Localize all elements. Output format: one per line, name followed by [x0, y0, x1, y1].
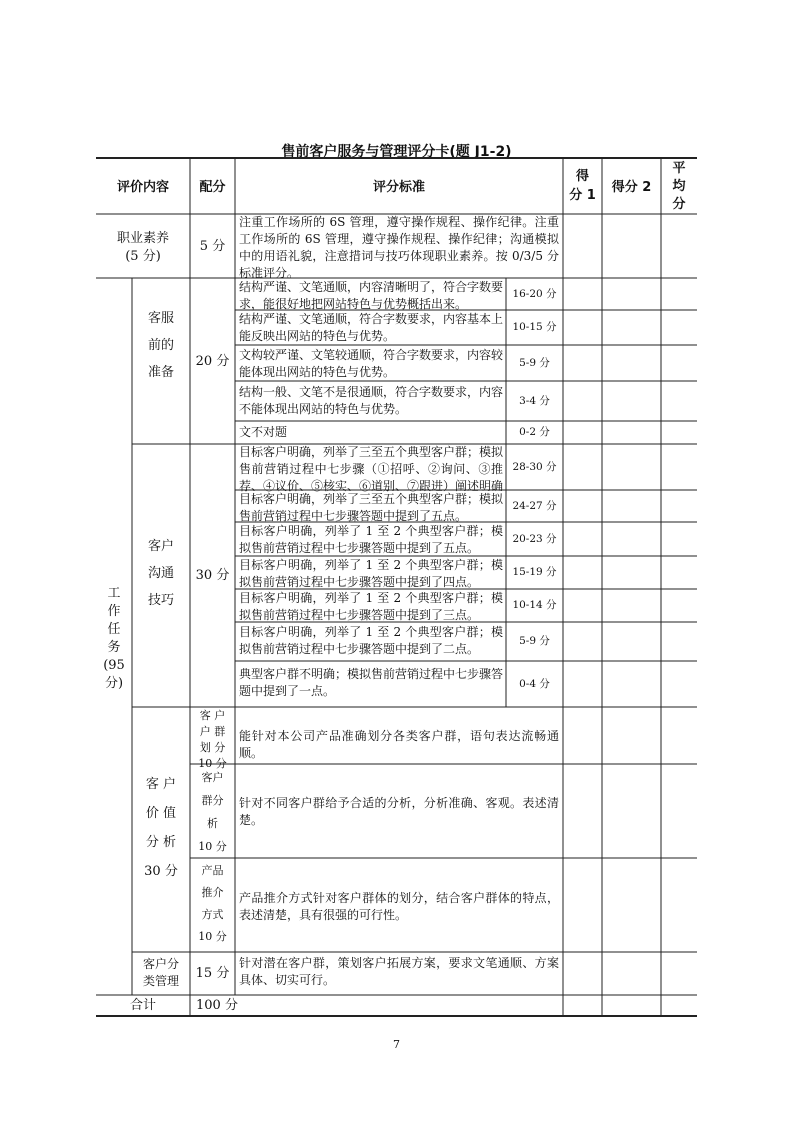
value-sub2-criteria: 针对不同客户群给予合适的分析，分析准确、客观。表述清楚。: [239, 796, 559, 827]
work-tasks-label: 工 作 任 务 (95 分): [103, 586, 125, 691]
value-sub1-criteria: 能针对本公司产品准确划分各类客户群，语句表达流畅通顺。: [239, 729, 559, 760]
comm-criteria-5: 目标客户明确，列举了 1 至 2 个典型客户群；模拟售前营销过程中七步骤答题中提到了三点。: [239, 591, 503, 622]
comm-points: 30 分: [195, 568, 230, 583]
value-sub3-label: 产品 推介 方式 10 分: [198, 864, 227, 943]
header-content: 评价内容: [116, 179, 169, 195]
total-label: 合计: [129, 998, 156, 1013]
comm-criteria-1: 目标客户明确，列举了三至五个典型客户群；模拟售前营销过程中七步骤（①招呼、②询问、③推荐、④议价、⑤核实、⑥道别、⑦跟进）阐述明确: [239, 445, 504, 493]
presale-label: 客服 前的 准备: [147, 311, 174, 380]
professional-criteria: 注重工作场所的 6S 管理，遵守操作规程、操作纪律。注重工作场所的 6S 管理，遵守操作规程、操作纪律；沟通模拟中的用语礼貌，注意措词与技巧体现职业素养。按 0/3/5 分标准评分。: [239, 215, 559, 280]
presale-score-2: 10-15 分: [512, 321, 557, 333]
page-number: 7: [393, 1038, 400, 1051]
value-label: 客 户 价 值 分 析 30 分: [144, 777, 178, 879]
professional-label-1: 职业素养: [116, 231, 169, 246]
presale-criteria-5: 文不对题: [239, 425, 288, 439]
header-criteria: 评分标准: [372, 179, 425, 195]
header-points: 配分: [199, 179, 226, 195]
header-score1-a: 得: [575, 169, 589, 184]
value-sub2-label: 客户 群分 析 10 分: [198, 771, 227, 853]
page-title: 售前客户服务与管理评分卡(题 J1-2): [281, 144, 512, 160]
comm-score-4: 15-19 分: [512, 566, 557, 578]
comm-label: 客户 沟通 技巧: [147, 539, 174, 608]
classify-label: 客户分 类管理: [142, 957, 179, 988]
presale-criteria-4: 结构一般、文笔不是很通顺，符合字数要求，内容不能体现出网站的特色与优势。: [239, 385, 504, 416]
presale-score-4: 3-4 分: [519, 394, 550, 407]
comm-score-3: 20-23 分: [512, 532, 557, 545]
presale-score-5: 0-2 分: [519, 426, 550, 438]
header-avg-a: 平: [672, 161, 686, 176]
comm-score-7: 0-4 分: [519, 677, 550, 690]
header-avg-c: 分: [672, 197, 686, 212]
presale-criteria-2: 结构严谨、文笔通顺，符合字数要求，内容基本上能反映出网站的特色与优势。: [239, 312, 504, 343]
presale-points: 20 分: [195, 353, 230, 369]
value-sub1-label: 客 户 户 群 划 分 10 分: [198, 709, 227, 770]
classify-points: 15 分: [195, 966, 230, 981]
presale-score-3: 5-9 分: [519, 356, 550, 369]
comm-criteria-4: 目标客户明确，列举了 1 至 2 个典型客户群；模拟售前营销过程中七步骤答题中提到了四点。: [239, 558, 503, 589]
presale-score-1: 16-20 分: [512, 287, 557, 300]
professional-points: 5 分: [199, 238, 226, 254]
comm-criteria-3: 目标客户明确，列举了 1 至 2 个典型客户群；模拟售前营销过程中七步骤答题中提到了五点。: [239, 524, 503, 555]
classify-criteria: 针对潜在客户群，策划客户拓展方案，要求文笔通顺、方案具体、切实可行。: [239, 956, 559, 987]
header-avg-b: 均: [672, 179, 686, 194]
comm-score-5: 10-14 分: [512, 599, 557, 611]
total-points: 100 分: [196, 998, 238, 1013]
value-sub3-criteria: 产品推介方式针对客户群体的划分，结合客户群体的特点，表述清楚，具有很强的可行性。: [239, 891, 559, 922]
presale-criteria-3: 文构较严谨、文笔较通顺，符合字数要求，内容较能体现出网站的特色与优势。: [239, 348, 504, 379]
comm-score-1: 28-30 分: [512, 460, 557, 473]
presale-criteria-1: 结构严谨、文笔通顺，内容清晰明了，符合字数要求，能很好地把网站特色与优势概括出来。: [239, 280, 504, 311]
comm-criteria-6: 目标客户明确，列举了 1 至 2 个典型客户群；模拟售前营销过程中七步骤答题中提到了二点。: [239, 625, 503, 656]
comm-score-6: 5-9 分: [519, 635, 550, 647]
professional-label-2: (5 分): [125, 249, 161, 264]
header-score1-b: 分 1: [569, 188, 596, 203]
comm-score-2: 24-27 分: [512, 499, 557, 512]
header-score2: 得分 2: [611, 179, 652, 195]
comm-criteria-7: 典型客户群不明确；模拟售前营销过程中七步骤答题中提到了一点。: [239, 667, 504, 698]
comm-criteria-2: 目标客户明确，列举了三至五个典型客户群；模拟售前营销过程中七步骤答题中提到了五点。: [239, 492, 504, 523]
